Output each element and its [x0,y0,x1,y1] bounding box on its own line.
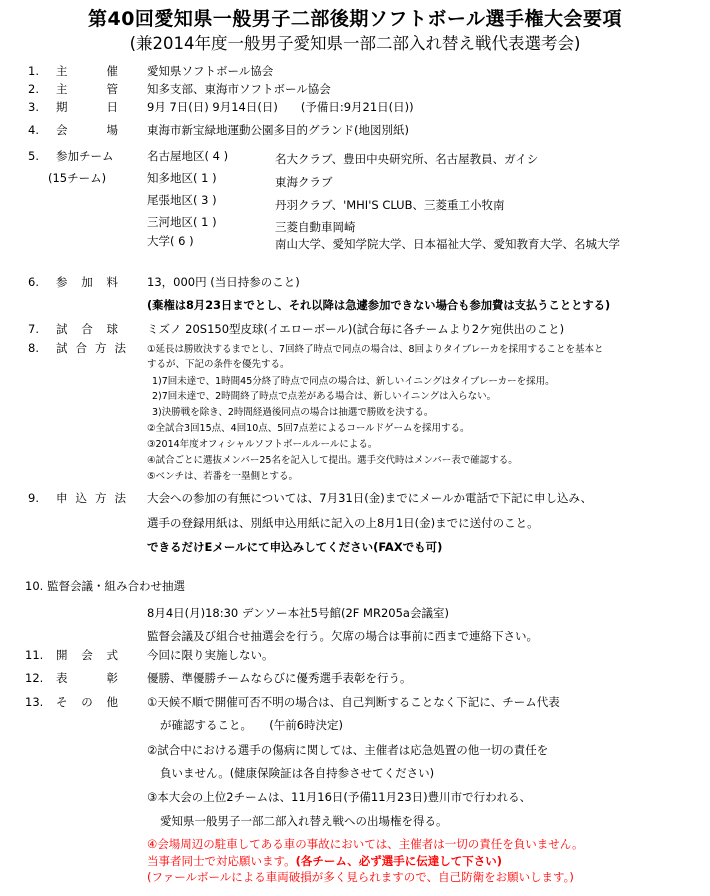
parking-warning-3: (ファールボールによる車両破損が多く見られますので、自己防衛をお願いします。) [147,870,574,884]
section-11-value: 今回に限り実施しない。 [147,648,274,662]
other-line: ③本大会の上位2チームは、11月16日(予備11月23日)豊川市で行われる、 [147,790,532,804]
teams-chita: 東海クラブ [275,175,333,189]
label-char: 会 [81,648,93,662]
rule-line: ②全試合3回15点、4回10点、5回7点差によるコールドゲームを採用する。 [147,423,470,434]
section-1-value: 愛知県ソフトボール協会 [147,64,274,78]
teams-mikawa: 三菱自動車岡崎 [275,220,356,234]
section-1-number: 1. [28,64,39,78]
other-line: 負いません。(健康保険証は各自持参させてください) [160,766,435,780]
teams-owari: 丹羽クラブ、'MHI'S CLUB、三菱重工小牧南 [275,198,505,212]
rule-line: するが、下記の条件を優先する。 [147,359,290,370]
section-9-label [56,493,126,505]
label-char: 方 [95,341,107,355]
section-8-label [56,343,126,355]
label-char: 込 [75,491,87,505]
label-char: 法 [114,341,126,355]
label-char: 試 [56,322,68,336]
label-char: 彰 [106,671,118,685]
label-char: 日 [106,100,118,114]
section-12-value: 優勝、準優勝チームならびに優秀選手表彰を行う。 [147,671,412,685]
section-3-label [56,102,118,114]
section-12-label [56,673,118,685]
label-char: 試 [56,341,68,355]
parking-warning-text: 当事者同士で対応願います。 [147,854,296,868]
parking-warning-2 [147,856,502,868]
area-mikawa: 三河地区( 1 ) [147,215,217,229]
section-6-number: 6. [28,275,39,289]
rule-line: ③2014年度オフィシャルソフトボールルールによる。 [147,439,378,450]
label-char: 式 [106,648,118,662]
area-chita: 知多地区( 1 ) [147,171,217,185]
section-2-value: 知多支部、東海市ソフトボール協会 [147,82,331,96]
section-2-number: 2. [28,82,39,96]
label-char: 合 [81,322,93,336]
rule-line: ⑤ベンチは、若番を一塁側とする。 [147,471,299,482]
section-4-number: 4. [28,123,39,137]
label-char: 参 [56,275,68,289]
label-char: の [81,695,93,709]
label-char: 法 [114,491,126,505]
section-5-number: 5. [28,149,39,163]
other-line: が確認すること。 (午前6時決定) [160,718,344,732]
label-char: 主 [56,82,68,96]
other-line: ②試合中における選手の傷病に関しては、主催者は応急処置の他一切の責任を [147,743,549,757]
section-3-value: 9月 7日(日) 9月14日(日) (予備日:9月21日(日)) [147,100,414,114]
section-13-label [56,697,118,709]
label-char: 開 [56,648,68,662]
label-char: 期 [56,100,68,114]
rule-line: ④試合ごとに選抜メンバー25名を記入して提出。選手交代時はメンバー表で確認する。 [147,455,518,466]
label-char: そ [56,695,68,709]
rule-line: ①延長は勝敗決するまでとし、7回終了時点で同点の場合は、8回よりタイブレーカを採用することを基本と [147,344,604,355]
section-12-number: 12. [25,671,44,685]
rule-line: 3)決勝戦を除き、2時間経過後同点の場合は抽選で勝敗を決する。 [152,407,434,418]
label-char: 方 [95,491,107,505]
label-char: 合 [75,341,87,355]
parking-warning-bold: (各チーム、必ず選手に伝達して下さい) [295,854,502,868]
section-7-value: ミズノ 20S150型皮球(イエローボール)(試合毎に各チームより2ケ宛供出のこと) [147,322,565,336]
label-char: 催 [106,64,118,78]
meeting-note: 監督会議及び組合せ抽選会を行う。欠席の場合は事前に西まで連絡下さい。 [147,629,538,643]
section-3-number: 3. [28,100,39,114]
page-title: 第40回愛知県一般男子二部後期ソフトボール選手権大会要項 [87,8,623,30]
other-line: 愛知県一般男子一部二部入れ替え戦への出場権を得る。 [160,814,448,828]
rule-line: 2)7回未達で、2時間終了時点で点差がある場合は、新しいイニングは入らない。 [152,391,497,402]
label-char: 料 [106,275,118,289]
application-email-note: できるだけEメールにて申込みしてください(FAXでも可) [147,540,443,554]
parking-warning: ④会場周辺の駐車してある車の事故においては、主催者は一切の責任を負いません。 [147,837,584,851]
application-line: 大会への参加の有無については、7月31日(金)までにメールか電話で下記に申し込み、 [147,491,593,505]
section-4-label [56,125,118,137]
section-4-value: 東海市新宝緑地運動公園多目的グランド(地図別紙) [147,123,409,137]
teams-university: 南山大学、愛知学院大学、日本福祉大学、愛知教育大学、名城大学 [275,237,620,251]
section-1-label [56,66,118,78]
section-7-label [56,324,118,336]
section-6-label [56,277,118,289]
section-11-label [56,650,118,662]
section-6-value: 13，000円 (当日持参のこと) [147,275,300,289]
area-owari: 尾張地区( 3 ) [147,193,217,207]
section-9-number: 9. [28,491,39,505]
other-line: ①天候不順で開催可否不明の場合は、自己判断することなく下記に、チーム代表 [147,695,560,709]
label-char: 主 [56,64,68,78]
label-char: 他 [106,695,118,709]
section-2-label [56,84,118,96]
section-5-team-count: (15チーム) [48,171,107,185]
teams-nagoya: 名大クラブ、豊田中央研究所、名古屋教員、ガイシ [275,152,539,166]
meeting-datetime: 8月4日(月)18:30 デンソー本社5号館(2F MR205a会議室) [147,606,449,620]
label-char: 表 [56,671,68,685]
section-11-number: 11. [25,648,44,662]
label-char: 申 [56,491,68,505]
label-char: 球 [106,322,118,336]
page-subtitle: (兼2014年度一般男子愛知県一部二部入れ替え戦代表選考会) [129,34,581,53]
section-7-number: 7. [28,322,39,336]
label-char: 加 [81,275,93,289]
label-char: 管 [106,82,118,96]
label-char: 場 [106,123,118,137]
area-university: 大学( 6 ) [147,234,194,248]
section-8-number: 8. [28,341,39,355]
application-line: 選手の登録用紙は、別紙申込用紙に記入の上8月1日(金)までに送付のこと。 [147,516,539,530]
section-6-note: (棄権は8月23日までとし、それ以降は急遽参加できない場合も参加費は支払うこととする) [147,299,611,312]
section-5-label: 参加チーム [56,149,114,163]
area-nagoya: 名古屋地区( 4 ) [147,149,229,163]
rule-line: 1)7回未達で、1時間45分終了時点で同点の場合は、新しいイニングはタイブレーカーを採用。 [152,376,555,387]
section-10-heading: 10. 監督会議・組み合わせ抽選 [25,579,185,593]
section-13-number: 13. [25,695,44,709]
label-char: 会 [56,123,68,137]
